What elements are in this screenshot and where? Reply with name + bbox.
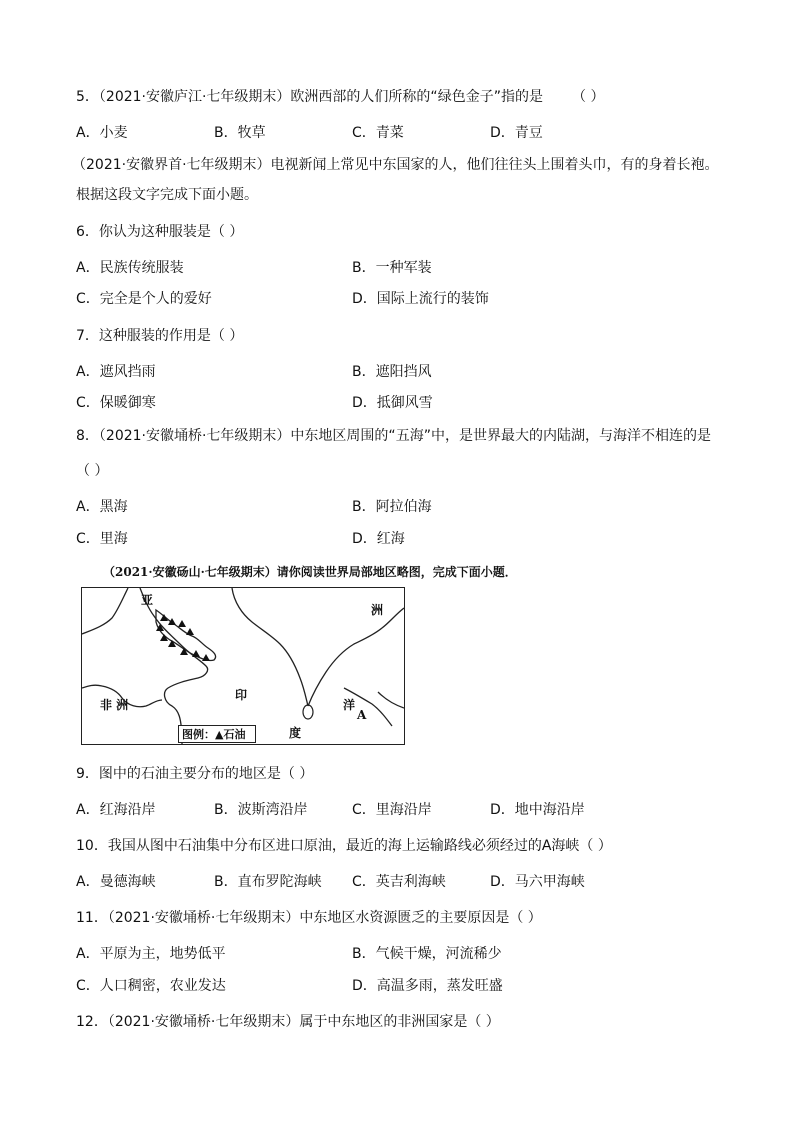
q12-stem: 12．（2021·安徽埇桥·七年级期末）属于中东地区的非洲国家是（ ） bbox=[76, 1014, 500, 1030]
q5-option-d: D．青豆 bbox=[490, 125, 543, 141]
q8-option-a: A．黑海 bbox=[76, 499, 128, 515]
q11-stem: 11．（2021·安徽埇桥·七年级期末）中东地区水资源匮乏的主要原因是（ ） bbox=[76, 910, 542, 926]
q5-option-a: A．小麦 bbox=[76, 125, 128, 141]
q8-option-c: C．里海 bbox=[76, 531, 128, 547]
intro-6-7-line1: （2021·安徽界首·七年级期末）电视新闻上常见中东国家的人，他们往往头上围着头巾，有的身着长袍。 bbox=[72, 157, 719, 173]
q11-option-d: D．高温多雨，蒸发旺盛 bbox=[352, 978, 503, 994]
q9-option-c: C．里海沿岸 bbox=[352, 802, 432, 818]
q10-option-b: B．直布罗陀海峡 bbox=[214, 874, 322, 890]
map-legend: 图例：▲石油 bbox=[178, 725, 256, 743]
q9-option-d: D．地中海沿岸 bbox=[490, 802, 585, 818]
q6-stem: 6．你认为这种服装是（ ） bbox=[76, 224, 244, 240]
q11-option-a: A．平原为主，地势低平 bbox=[76, 946, 226, 962]
q7-option-b: B．遮阳挡风 bbox=[352, 364, 432, 380]
oil-symbols bbox=[82, 588, 404, 744]
q6-option-a: A．民族传统服装 bbox=[76, 260, 184, 276]
q6-option-b: B．一种军装 bbox=[352, 260, 432, 276]
world-region-map bbox=[81, 587, 405, 745]
q8-stem: 8．（2021·安徽埇桥·七年级期末）中东地区周围的“五海”中，是世界最大的内陆湖，与海洋不相连的是 bbox=[76, 428, 711, 444]
q6-option-d: D．国际上流行的装饰 bbox=[352, 291, 489, 307]
map-label-asia-2: 洲 bbox=[371, 603, 384, 617]
q9-option-b: B．波斯湾沿岸 bbox=[214, 802, 308, 818]
q5-option-b: B．牧草 bbox=[214, 125, 266, 141]
map-label-strait-a: A bbox=[357, 708, 367, 722]
q5-option-c: C．青菜 bbox=[352, 125, 404, 141]
q7-option-d: D．抵御风雪 bbox=[352, 395, 433, 411]
map-label-du: 度 bbox=[289, 726, 302, 740]
q5-stem: 5．（2021·安徽庐江·七年级期末）欧洲西部的人们所称的“绿色金子”指的是 bbox=[76, 89, 543, 105]
map-label-asia-1: 亚 bbox=[141, 593, 154, 607]
q6-option-c: C．完全是个人的爱好 bbox=[76, 291, 212, 307]
q8-option-b: B．阿拉伯海 bbox=[352, 499, 432, 515]
q10-option-a: A．曼德海峡 bbox=[76, 874, 156, 890]
q7-stem: 7．这种服装的作用是（ ） bbox=[76, 328, 244, 344]
q11-option-c: C．人口稠密，农业发达 bbox=[76, 978, 226, 994]
map-label-yin: 印 bbox=[235, 688, 248, 702]
map-label-africa: 非 洲 bbox=[100, 698, 129, 712]
map-label-yang: 洋 bbox=[343, 698, 356, 712]
q10-option-c: C．英吉利海峡 bbox=[352, 874, 446, 890]
q11-option-b: B．气候干燥，河流稀少 bbox=[352, 946, 502, 962]
q8-option-d: D．红海 bbox=[352, 531, 405, 547]
intro-6-7-line2: 根据这段文字完成下面小题。 bbox=[76, 187, 258, 203]
q7-option-c: C．保暖御寒 bbox=[76, 395, 156, 411]
q5-paren: （ ） bbox=[572, 89, 605, 105]
q7-option-a: A．遮风挡雨 bbox=[76, 364, 156, 380]
q10-stem: 10．我国从图中石油集中分布区进口原油，最近的海上运输路线必须经过的A海峡（ ） bbox=[76, 838, 612, 854]
q9-option-a: A．红海沿岸 bbox=[76, 802, 156, 818]
q10-option-d: D．马六甲海峡 bbox=[490, 874, 585, 890]
intro-9-10: （2021·安徽砀山·七年级期末）请你阅读世界局部地区略图，完成下面小题． bbox=[103, 565, 517, 579]
q9-stem: 9．图中的石油主要分布的地区是（ ） bbox=[76, 766, 314, 782]
q8-paren: （ ） bbox=[76, 463, 109, 479]
